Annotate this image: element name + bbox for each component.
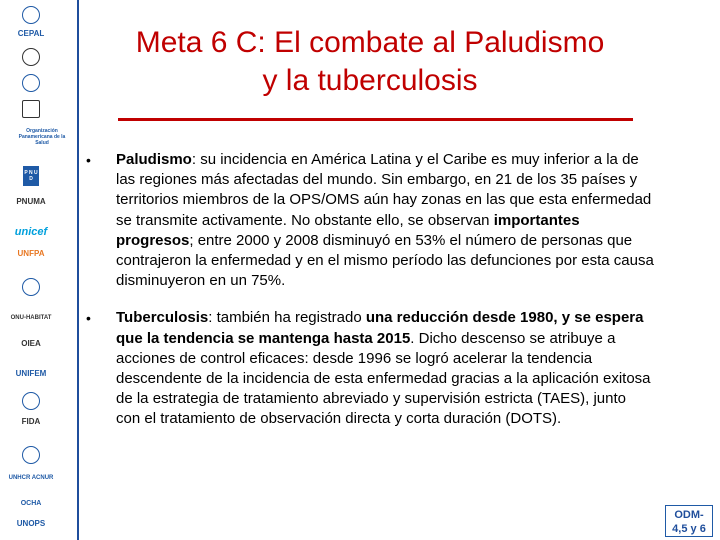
bullet-list bbox=[84, 150, 654, 447]
bullet-paludismo bbox=[84, 150, 654, 291]
odm-badge bbox=[665, 505, 713, 537]
wfp-logo bbox=[8, 278, 54, 296]
pnud-logo: P N U D bbox=[8, 166, 54, 186]
acnur-logo: UNHCR ACNUR bbox=[8, 475, 54, 481]
slide-title bbox=[90, 24, 650, 100]
bullet-emphasis: importantes progresos bbox=[116, 211, 580, 249]
pnuma-logo: PNUMA bbox=[16, 197, 46, 206]
badge-line-2: 4,5 y 6 bbox=[672, 523, 706, 535]
habitat-logo: ONU-HABITAT bbox=[10, 315, 52, 321]
unfpa-logo: UNFPA bbox=[17, 249, 45, 258]
fida-logo: FIDA bbox=[21, 417, 41, 426]
badge-line-1: ODM- bbox=[674, 509, 704, 521]
agency-logo-column bbox=[0, 0, 76, 540]
bullet-text: . Dicho descenso se atribuye a acciones de control eficaces: desde 1996 se logró acelerar la tendencia descendente de la incidencia de esta enfermedad gracias a la aplicación exitosa de la estrategia de tratamiento abreviado y supervisión estricta (TAES), junto con el tratamiento de observación directa y corta duración (DOTS). bbox=[116, 329, 651, 428]
logo-column-divider bbox=[77, 0, 79, 540]
unesco-logo bbox=[8, 100, 54, 118]
fao-logo bbox=[8, 74, 54, 92]
bullet-text: : también ha registrado bbox=[208, 309, 366, 327]
cepal-logo: CEPAL bbox=[17, 29, 45, 38]
title-underline bbox=[118, 118, 633, 121]
un-emblem-logo bbox=[8, 6, 54, 24]
unodc-logo bbox=[8, 446, 54, 464]
who-logo bbox=[8, 392, 54, 410]
oiea-logo: OIEA bbox=[21, 339, 41, 348]
bullet-term: Paludismo bbox=[116, 151, 192, 168]
bullet-emphasis: una reducción desde 1980, y se espera que la tendencia se mantenga hasta 2015 bbox=[116, 309, 644, 347]
bullet-marker: • bbox=[86, 152, 91, 168]
unops-logo: UNOPS bbox=[16, 519, 46, 528]
bullet-text: : su incidencia en América Latina y el Caribe es muy inferior a la de las regiones más afectadas del mundo. Sin embargo, en 21 de los 35 países y territorios miembros de la OPS/OMS aún hay zonas en las que esta enfermedad se transmite activamente. No obstante ello, se observan bbox=[116, 151, 652, 229]
ops-oms-logo: Organización Panamericana de la Salud bbox=[18, 128, 66, 146]
title-line-1: Meta 6 C: El combate al Paludismo bbox=[135, 26, 605, 59]
ilo-logo bbox=[8, 48, 54, 66]
unifem-logo: UNIFEM bbox=[15, 369, 47, 378]
unicef-logo: unicef bbox=[14, 226, 48, 238]
bullet-marker: • bbox=[86, 310, 91, 327]
bullet-text: ; entre 2000 y 2008 disminuyó en 53% el número de personas que contrajeron la enfermedad y en el mismo período las defunciones por esta causa disminuyeron en un 75%. bbox=[116, 231, 654, 290]
title-line-2: y la tuberculosis bbox=[262, 64, 478, 97]
bullet-tuberculosis bbox=[84, 308, 654, 429]
ocha-logo: OCHA bbox=[20, 500, 42, 507]
bullet-term: Tuberculosis bbox=[116, 309, 209, 327]
